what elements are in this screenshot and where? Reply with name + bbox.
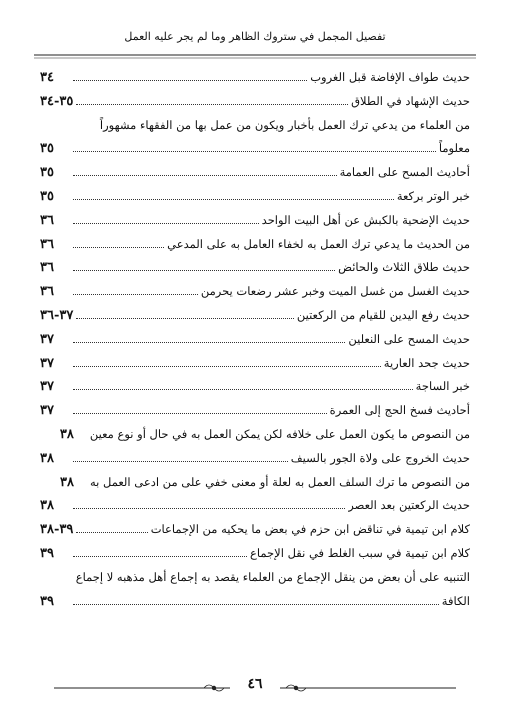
leader-dots [73, 234, 164, 248]
leader-dots [73, 138, 436, 152]
toc-entry[interactable] [40, 161, 470, 185]
header-ornament-rule [34, 50, 476, 64]
toc-entry[interactable] [40, 590, 470, 614]
toc-entry-title: حديث طلاق الثلاث والحائض [338, 260, 470, 275]
toc-entry-page: ٣٧ [40, 355, 54, 371]
toc-entry-page: ٣٤ [40, 70, 54, 85]
leader-dots [73, 186, 394, 200]
toc-entry[interactable] [40, 566, 470, 590]
leader-dots [73, 281, 198, 295]
toc-entry-title: حديث جحد العارية [383, 355, 470, 370]
toc-entry-title: حديث طواف الإفاضة قبل الغروب [310, 70, 470, 84]
leader-dots [73, 257, 335, 271]
toc-entry-page: ٣٨ [40, 498, 54, 514]
toc-entry-page: ٣٨ [59, 426, 74, 442]
toc-entry[interactable] [40, 328, 470, 352]
toc-entry-title: كلام ابن تيمية في سبب الغلط في نقل الإجماع [250, 545, 470, 560]
toc-entry[interactable] [40, 114, 470, 138]
leader-dots [73, 67, 307, 81]
leader-dots [73, 376, 413, 390]
leader-dots [73, 162, 337, 176]
toc-entry-title: التنبيه على أن بعض من ينقل الإجماع من العلماء يقصد به إجماع أهل مذهبه لا إجماع [75, 569, 470, 584]
toc-entry-page: ٣٦ [40, 284, 54, 300]
toc-entry-title: أحاديث فسخ الحج إلى العمرة [329, 403, 470, 418]
toc-entry-title: أحاديث المسح على العمامة [339, 165, 470, 180]
toc-entry-title: حديث الركعتين بعد العصر [348, 498, 470, 513]
toc-entry[interactable] [40, 471, 470, 495]
toc-entry-title: من الحديث ما يدعي ترك العمل به لخفاء العامل به على المدعي [167, 236, 470, 251]
page-number: ٤٦ [230, 676, 280, 696]
toc-entry[interactable] [40, 447, 470, 471]
toc-entry[interactable] [40, 90, 470, 114]
toc-entry-page: ٣٥ [40, 141, 54, 157]
toc-entry[interactable] [40, 256, 470, 280]
toc-entry-title: حديث الإشهاد في الطلاق [351, 93, 470, 108]
toc-entry-page: ٣٦ [40, 212, 54, 228]
toc-entry[interactable] [40, 185, 470, 209]
toc-entry-page: ٣٧ [40, 379, 54, 395]
toc-entry-title: حديث الغسل من غسل الميت وخبر عشر رضعات يحرمن [200, 284, 470, 299]
toc-entry-title: من النصوص ما يكون العمل على خلافه لكن يمكن العمل به في حال أو نوع معين [89, 426, 470, 441]
toc-entry-title: حديث الخروج على ولاة الجور بالسيف [290, 450, 470, 465]
toc-entry-page: ٣٨ [59, 474, 74, 490]
leader-dots [73, 591, 439, 605]
toc-entry-page: ٣٦ [40, 260, 54, 276]
toc-entry[interactable] [40, 233, 470, 257]
leader-dots [73, 353, 381, 367]
leader-dots [76, 519, 147, 533]
leader-dots [76, 91, 348, 105]
toc-entry-page: ٣٩ [40, 593, 54, 609]
toc-entry[interactable] [40, 375, 470, 399]
toc-entry-page: ٣٥ [40, 188, 54, 204]
running-head: تفصيل المجمل في ستروك الظاهر وما لم يجر عليه العمل [124, 30, 386, 43]
toc-entry-page: ٣٧ [40, 331, 54, 347]
toc-entry-title: حديث رفع اليدين للقيام من الركعتين [296, 307, 470, 322]
toc-entry[interactable] [40, 494, 470, 518]
toc-entry-title: كلام ابن تيمية في تناقض ابن حزم في بعض ما يحكيه من الإجماعات [150, 522, 470, 537]
toc-entry[interactable] [40, 304, 470, 328]
leader-dots [73, 448, 288, 462]
toc-entry[interactable] [40, 518, 470, 542]
toc-entry-page: ٣٨ [40, 450, 54, 466]
toc-entry-title: معلوماً [438, 141, 470, 156]
toc-entry-title: من النصوص ما ترك السلف العمل به لعلة أو معنى خفي على من ادعى العمل به [89, 474, 470, 489]
toc-entry-title: خبر الساجة [415, 379, 470, 394]
toc-entry[interactable] [40, 423, 470, 447]
table-of-contents [40, 66, 470, 613]
toc-entry-page: ٣٥-٣٤ [40, 93, 74, 109]
leader-dots [73, 400, 327, 414]
toc-entry[interactable] [40, 137, 470, 161]
toc-entry-page: ٣٧ [40, 403, 54, 419]
toc-entry-title: من العلماء من يدعي ترك العمل بأخبار ويكون من عمل بها من الفقهاء مشهوراً [99, 117, 470, 132]
toc-entry-title: الكافة [441, 593, 470, 608]
toc-entry[interactable] [40, 66, 470, 90]
leader-dots [73, 543, 247, 557]
toc-entry[interactable] [40, 352, 470, 376]
toc-entry[interactable] [40, 542, 470, 566]
toc-entry[interactable] [40, 280, 470, 304]
leader-dots [73, 329, 345, 343]
toc-entry-page: ٣٩-٣٨ [40, 522, 74, 538]
leader-dots [73, 495, 345, 509]
toc-entry-page: ٣٥ [40, 165, 54, 181]
toc-entry-page: ٣٩ [40, 545, 54, 561]
toc-entry[interactable] [40, 399, 470, 423]
toc-entry-page: ٣٦ [40, 236, 54, 252]
toc-entry-page: ٣٧-٣٦ [40, 307, 74, 323]
leader-dots [73, 210, 259, 224]
toc-entry-title: خبر الوتر بركعة [396, 188, 470, 203]
toc-entry-title: حديث المسح على النعلين [348, 331, 470, 346]
toc-entry-title: حديث الإضحية بالكبش عن أهل البيت الواحد [261, 212, 470, 227]
leader-dots [76, 305, 294, 319]
toc-entry[interactable] [40, 209, 470, 233]
